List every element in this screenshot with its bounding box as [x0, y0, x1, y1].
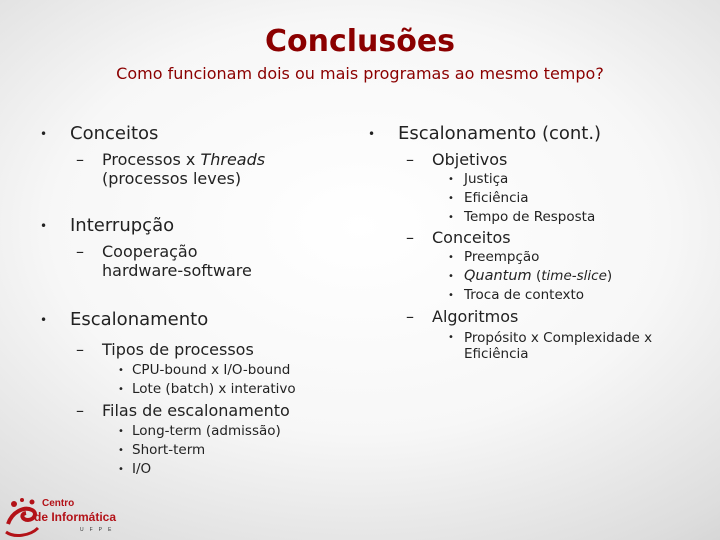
item-cpu-io-bound: • CPU-bound x I/O-bound	[40, 361, 360, 380]
bullet-escalonamento: • Escalonamento	[40, 308, 360, 332]
item-eficiencia: • Eficiência	[368, 189, 708, 208]
item-troca-contexto: • Troca de contexto	[368, 286, 708, 305]
quantum-paren-close: )	[606, 268, 613, 284]
item-lote-interativo: • Lote (batch) x interativo	[40, 380, 360, 399]
left-column	[40, 122, 360, 479]
sub-algoritmos: – Algoritmos	[368, 307, 708, 326]
item-proposito: • Propósito x Complexidade x Eficiência	[368, 330, 694, 362]
logo-line-1: Centro	[42, 498, 75, 509]
item-short-term: • Short-term	[40, 441, 360, 460]
logo-line-2: de Informática	[34, 510, 117, 524]
item-preempcao: • Preempção	[368, 248, 708, 267]
time-slice-text: time-slice	[541, 268, 607, 284]
bullet-escalonamento-cont: • Escalonamento (cont.)	[368, 122, 708, 146]
right-column	[368, 122, 708, 362]
sub-cooperacao: – Cooperação hardware-software	[40, 242, 272, 280]
item-io: • I/O	[40, 460, 360, 479]
cin-logo	[4, 494, 118, 540]
sub-processos-threads	[40, 150, 360, 188]
slide-title: Conclusões	[264, 24, 456, 59]
quantum-text: Quantum	[464, 268, 532, 284]
item-quantum	[368, 267, 708, 286]
item-tempo-resposta: • Tempo de Resposta	[368, 208, 708, 227]
threads-text: Threads	[200, 150, 266, 169]
sub-objetivos: – Objetivos	[368, 150, 708, 169]
quantum-paren-open: (	[531, 268, 542, 284]
bullet-conceitos: • Conceitos	[40, 122, 360, 146]
logo-line-3: UFPE	[80, 527, 118, 533]
processos-text: Processos x	[102, 150, 201, 169]
sub-tipos-processos: – Tipos de processos	[40, 340, 360, 359]
item-justica: • Justiça	[368, 170, 708, 189]
sub-conceitos: – Conceitos	[368, 228, 708, 247]
item-long-term: • Long-term (admissão)	[40, 422, 360, 441]
slide-subtitle: Como funcionam dois ou mais programas ao mesmo tempo?	[116, 64, 604, 83]
bullet-interrupcao: • Interrupção	[40, 214, 360, 238]
sub-filas-escalonamento: – Filas de escalonamento	[40, 401, 360, 420]
processos-leves-text: (processos leves)	[102, 169, 242, 188]
